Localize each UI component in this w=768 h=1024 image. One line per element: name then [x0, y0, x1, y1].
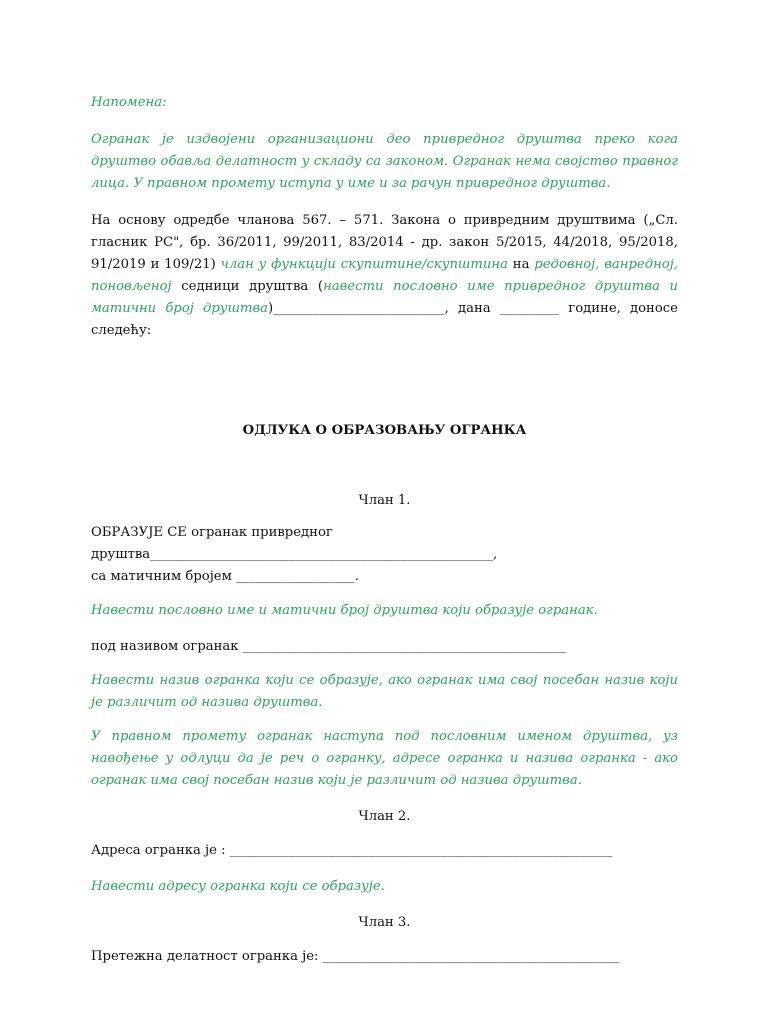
preamble [91, 210, 678, 342]
article-1-blank-company[interactable]: ____________________________________________________, [150, 547, 498, 562]
preamble-instruction-session-type: редовној, ванредној, поновљеној [91, 257, 678, 294]
article-1-instruction-3: У правном промету огранак наступа под пословним именом друштва, уз навођење у одлуци да је реч о огранку, адресе огранка и назива огранка - ако огранак има свој посебан назив који је различит од назива друштва. [91, 729, 678, 788]
article-1-line-1 [91, 522, 678, 566]
article-1-text-branch-name: под називом огранак [91, 639, 243, 654]
article-1-instruction-2: Навести назив огранка који се образује, ако огранак има свој посебан назив који је различит од назива друштва. [91, 673, 678, 710]
preamble-instruction-member: члан у функцији скупштине/скупштина [220, 257, 508, 272]
article-3-text-activity: Претежна делатност огранка је: [91, 949, 323, 964]
article-2-line [91, 840, 678, 862]
document-page [91, 92, 678, 968]
preamble-text-1: На основу одредбе чланова 567. – 571. Закона о привредним друштвима („Сл. гласник РС", бр. 36/2011, 99/2011, 83/2014 - др. закон 5/2015, 44/2018, 95/2018, 91/2019 и 109/21) [91, 213, 678, 272]
preamble-text-2: на [507, 257, 535, 272]
article-3-heading: Члан 3. [358, 915, 411, 930]
document-title: ОДЛУКА О ОБРАЗОВАЊУ ОГРАНКА [242, 423, 527, 438]
article-1-heading: Члан 1. [358, 493, 411, 508]
article-1-blank-reg-number[interactable]: __________________. [236, 569, 359, 584]
preamble-text-6: године, доносе следећу: [91, 301, 678, 338]
preamble-text-4: ) [268, 301, 274, 316]
preamble-blank-company[interactable]: __________________________ [273, 301, 445, 316]
note-body: Огранак је издвојени организациони део привредног друштва преко кога друштво обавља делатност у складу са законом. Огранак нема својство правног лица. У правном промету иступа у име и за рачун привредног друштва. [91, 132, 678, 191]
article-3-line [91, 946, 678, 968]
note-heading: Напомена: [91, 95, 167, 110]
article-1-instruction-1: Навести пословно име и матични број друштва који образује огранак. [91, 603, 598, 618]
article-2-blank-address[interactable]: __________________________________________________________ [229, 843, 613, 858]
article-1-text-establish: ОБРАЗУЈЕ СЕ огранак привредног друштва [91, 525, 333, 562]
article-1-line-2 [91, 566, 678, 588]
article-1-line-3 [91, 636, 678, 658]
article-2-text-address: Адреса огранка је : [91, 843, 230, 858]
preamble-instruction-company-name: навести пословно име привредног друштва и матични број друштва [91, 279, 678, 316]
article-1-blank-branch-name[interactable]: _________________________________________________ [242, 639, 566, 654]
article-2-instruction: Навести адресу огранка који се образује. [91, 879, 385, 894]
article-2-heading: Члан 2. [358, 809, 411, 824]
article-1-text-reg-number: са матичним бројем [91, 569, 237, 584]
preamble-blank-date[interactable]: _________ [499, 301, 560, 316]
preamble-text-5: , дана [444, 301, 500, 316]
preamble-text-3: седници друштва ( [171, 279, 324, 294]
article-3-blank-activity[interactable]: _____________________________________________ [322, 949, 620, 964]
